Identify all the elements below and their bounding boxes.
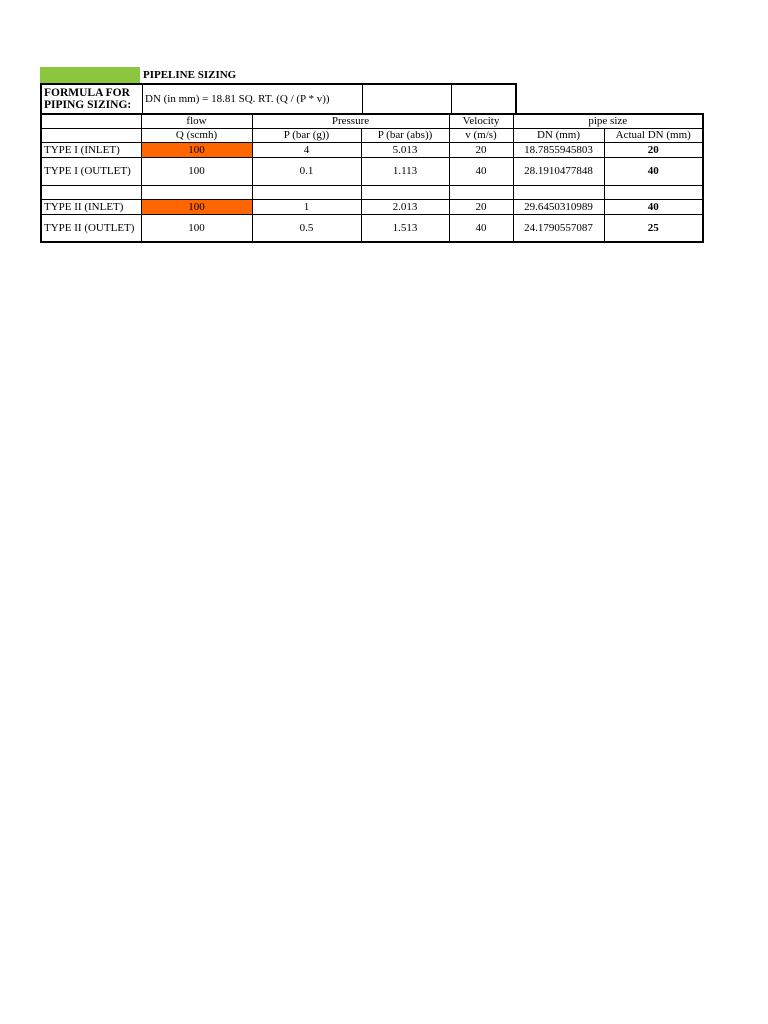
header-cell [41, 114, 141, 128]
dn-cell: 29.6450310989 [513, 199, 604, 214]
dn-cell: 18.7855945803 [513, 142, 604, 157]
q-cell: 100 [141, 157, 252, 185]
row-type: TYPE I (OUTLET) [41, 157, 141, 185]
blank-row [41, 185, 703, 199]
row-type: TYPE II (INLET) [41, 199, 141, 214]
dn-cell: 28.1910477848 [513, 157, 604, 185]
header-pressure: Pressure [252, 114, 449, 128]
table-row [41, 214, 703, 242]
empty-cell [141, 185, 252, 199]
q-input-cell[interactable]: 100 [141, 142, 252, 157]
header-dn: DN (mm) [513, 128, 604, 142]
p-gauge-cell: 0.1 [252, 157, 361, 185]
sheet-title: PIPELINE SIZING [143, 69, 237, 81]
header-cell [41, 128, 141, 142]
empty-cell [513, 185, 604, 199]
p-abs-cell: 1.113 [361, 157, 449, 185]
table-row [41, 142, 703, 157]
formula-label: FORMULA FOR PIPING SIZING: [41, 84, 143, 114]
header-pipe-size: pipe size [513, 114, 703, 128]
row-type: TYPE I (INLET) [41, 142, 141, 157]
actual-dn-cell: 40 [604, 199, 703, 214]
p-gauge-cell: 0.5 [252, 214, 361, 242]
formula-text: DN (in mm) = 18.81 SQ. RT. (Q / (P * v)) [143, 84, 363, 114]
table-row [41, 199, 703, 214]
header-velocity: Velocity [449, 114, 513, 128]
header-p-abs: P (bar (abs)) [361, 128, 449, 142]
empty-cell [449, 185, 513, 199]
header-p-gauge: P (bar (g)) [252, 128, 361, 142]
dn-cell: 24.1790557087 [513, 214, 604, 242]
velocity-cell: 40 [449, 157, 513, 185]
actual-dn-cell: 20 [604, 142, 703, 157]
formula-table [40, 83, 517, 115]
q-cell: 100 [141, 214, 252, 242]
group-header-row [41, 114, 703, 128]
velocity-cell: 20 [449, 199, 513, 214]
p-abs-cell: 1.513 [361, 214, 449, 242]
actual-dn-cell: 40 [604, 157, 703, 185]
header-actual-dn: Actual DN (mm) [604, 128, 703, 142]
empty-cell [363, 84, 452, 114]
p-abs-cell: 2.013 [361, 199, 449, 214]
green-header-cell [40, 67, 140, 83]
header-q: Q (scmh) [141, 128, 252, 142]
empty-cell [452, 84, 517, 114]
empty-cell [41, 185, 141, 199]
p-gauge-cell: 4 [252, 142, 361, 157]
pipe-sizing-table [40, 113, 704, 243]
row-type: TYPE II (OUTLET) [41, 214, 141, 242]
empty-cell [361, 185, 449, 199]
velocity-cell: 20 [449, 142, 513, 157]
header-flow: flow [141, 114, 252, 128]
q-input-cell[interactable]: 100 [141, 199, 252, 214]
p-abs-cell: 5.013 [361, 142, 449, 157]
velocity-cell: 40 [449, 214, 513, 242]
empty-cell [252, 185, 361, 199]
header-v: v (m/s) [449, 128, 513, 142]
formula-row [41, 84, 516, 114]
p-gauge-cell: 1 [252, 199, 361, 214]
unit-header-row [41, 128, 703, 142]
empty-cell [604, 185, 703, 199]
table-row [41, 157, 703, 185]
actual-dn-cell: 25 [604, 214, 703, 242]
